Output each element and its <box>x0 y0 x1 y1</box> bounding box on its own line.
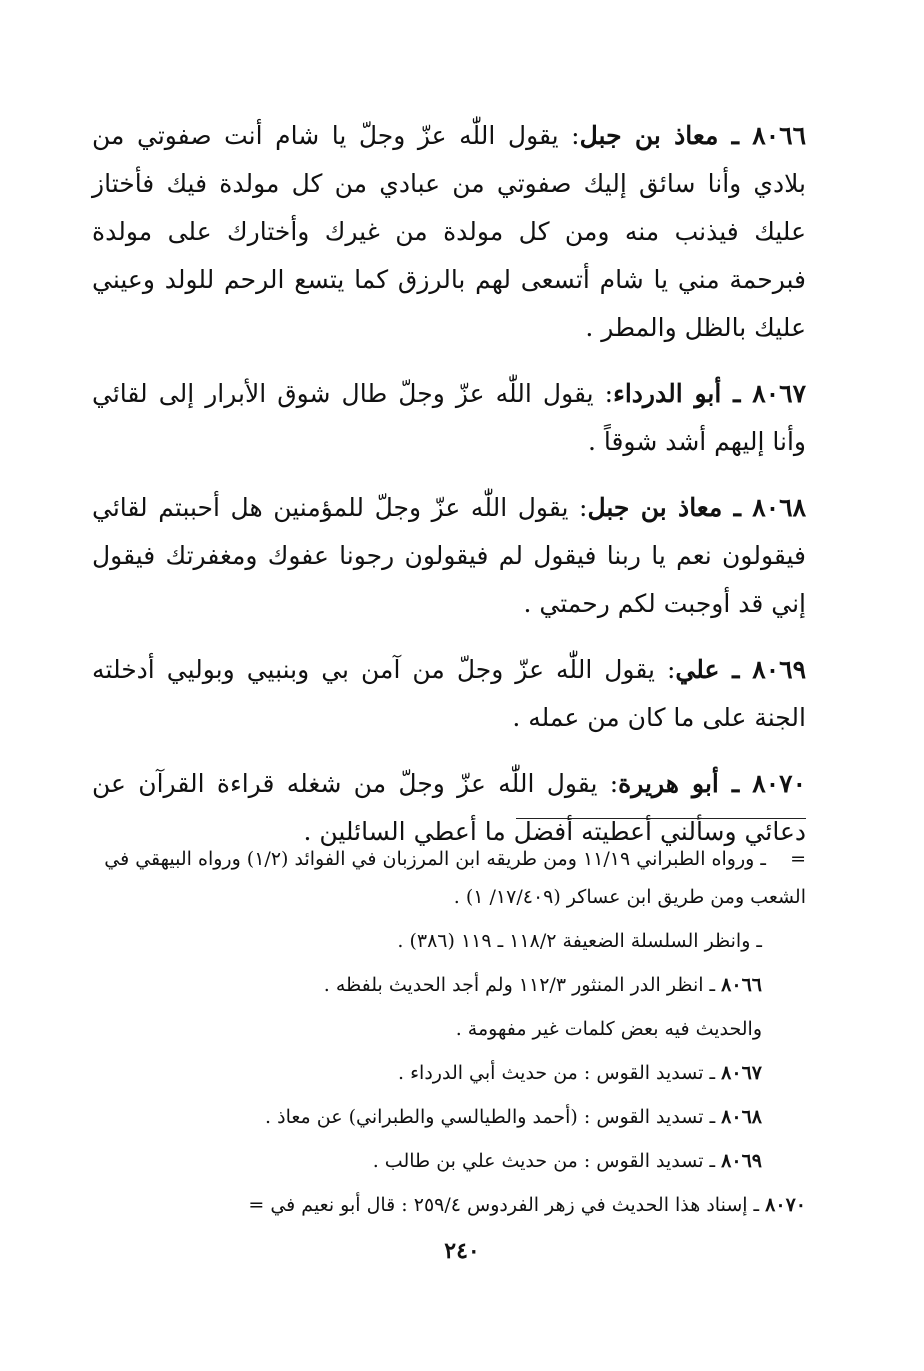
entry-text: : يقول اللّٰه عزّ وجلّ من آمن بي وبنبيي وبوليي أدخلته الجنة على ما كان من عمله . <box>92 655 806 732</box>
entry-number: ٨٠٦٩ <box>752 655 806 684</box>
footnote-text: ـ ورواه الطبراني ١١/١٩ ومن طريقه ابن المرزبان في الفوائد (١/٢) ورواه البيهقي في الشعب ومن طريق ابن عساكر (١٧/٤٠٩/ ١) . <box>104 848 806 908</box>
footnote-line <box>92 1186 806 1224</box>
entry-narrator: أبو الدرداء <box>613 379 722 408</box>
entry-narrator: علي <box>675 655 720 684</box>
footnote-line <box>92 1010 806 1048</box>
footnote-number: ٨٠٦٧ <box>721 1062 762 1084</box>
entry-text: : يقول اللّٰه عزّ وجلّ يا شام أنت صفوتي من بلادي وأنا سائق إليك صفوتي من عبادي من كل مولدة فيك فأختاز عليك فيذنب منه ومن كل مولدة من غيرك وأختارك على مولدة فبرحمة مني يا شام أتسعى لهم بالرزق كما يتسع الرحم للولد وعيني عليك بالظل والمطر . <box>92 121 806 342</box>
entry-number: ٨٠٦٧ <box>752 379 806 408</box>
entry-separator: ـ <box>719 655 753 684</box>
footnote-text: والحديث فيه بعض كلمات غير مفهومة . <box>455 1018 762 1040</box>
footnote-line <box>92 1098 806 1136</box>
entry-narrator: أبو هريرة <box>618 769 719 798</box>
footnote-number: ٨٠٦٦ <box>721 974 762 996</box>
hadith-entry-8068 <box>92 484 806 628</box>
entry-narrator: معاذ بن جبل <box>587 493 723 522</box>
footnote-number: ٨٠٦٩ <box>721 1150 762 1172</box>
footnote-divider <box>516 818 806 819</box>
entry-text: : يقول اللّٰه عزّ وجلّ طال شوق الأبرار إلى لقائي وأنا إليهم أشد شوقاً . <box>92 379 806 456</box>
entry-number: ٨٠٦٨ <box>752 493 806 522</box>
footnote-text: ـ إسناد هذا الحديث في زهر الفردوس ٢٥٩/٤ : قال أبو نعيم في = <box>248 1194 766 1216</box>
entry-text: : يقول اللّٰه عزّ وجلّ من شغله قراءة القرآن عن دعائي وسألني أعطيته أفضل ما أعطي السائلين . <box>92 769 806 846</box>
footnote-line <box>92 1142 806 1180</box>
footnote-line <box>92 840 806 916</box>
footnote-text: ـ انظر الدر المنثور ١١٢/٣ ولم أجد الحديث بلفظه . <box>323 974 722 996</box>
footnote-line <box>92 1054 806 1092</box>
entry-number: ٨٠٧٠ <box>752 769 806 798</box>
entry-separator: ـ <box>721 379 753 408</box>
page-number: ٢٤٠ <box>444 1238 480 1264</box>
footnote-number: ٨٠٦٨ <box>721 1106 762 1128</box>
footnote-number: ٨٠٧٠ <box>765 1194 806 1216</box>
entry-text: : يقول اللّٰه عزّ وجلّ للمؤمنين هل أحببتم لقائي فيقولون نعم يا ربنا فيقول لم فيقولون رجونا عفوك ومغفرتك فيقول إني قد أوجبت لكم رحمتي . <box>92 493 806 618</box>
hadith-entry-8067 <box>92 370 806 466</box>
entry-separator: ـ <box>722 493 753 522</box>
entry-number: ٨٠٦٦ <box>752 121 807 150</box>
footnote-text: ـ تسديد القوس : من حديث علي بن طالب . <box>372 1150 722 1172</box>
hadith-entry-8066 <box>92 112 806 352</box>
footnote-text: ـ وانظر السلسلة الضعيفة ١١٨/٢ ـ ١١٩ (٣٨٦) . <box>397 930 762 952</box>
entry-separator: ـ <box>718 769 753 798</box>
footnote-continuation-mark: = <box>790 848 806 870</box>
footnote-text: ـ تسديد القوس : (أحمد والطيالسي والطبراني) عن معاذ . <box>265 1106 722 1128</box>
entry-narrator: معاذ بن جبل <box>579 121 719 150</box>
footnote-text: ـ تسديد القوس : من حديث أبي الدرداء . <box>398 1062 722 1084</box>
footnotes <box>92 840 806 1230</box>
footnote-line <box>92 966 806 1004</box>
entry-separator: ـ <box>718 121 753 150</box>
hadith-entries <box>92 112 806 874</box>
hadith-entry-8069 <box>92 646 806 742</box>
footnote-line <box>92 922 806 960</box>
